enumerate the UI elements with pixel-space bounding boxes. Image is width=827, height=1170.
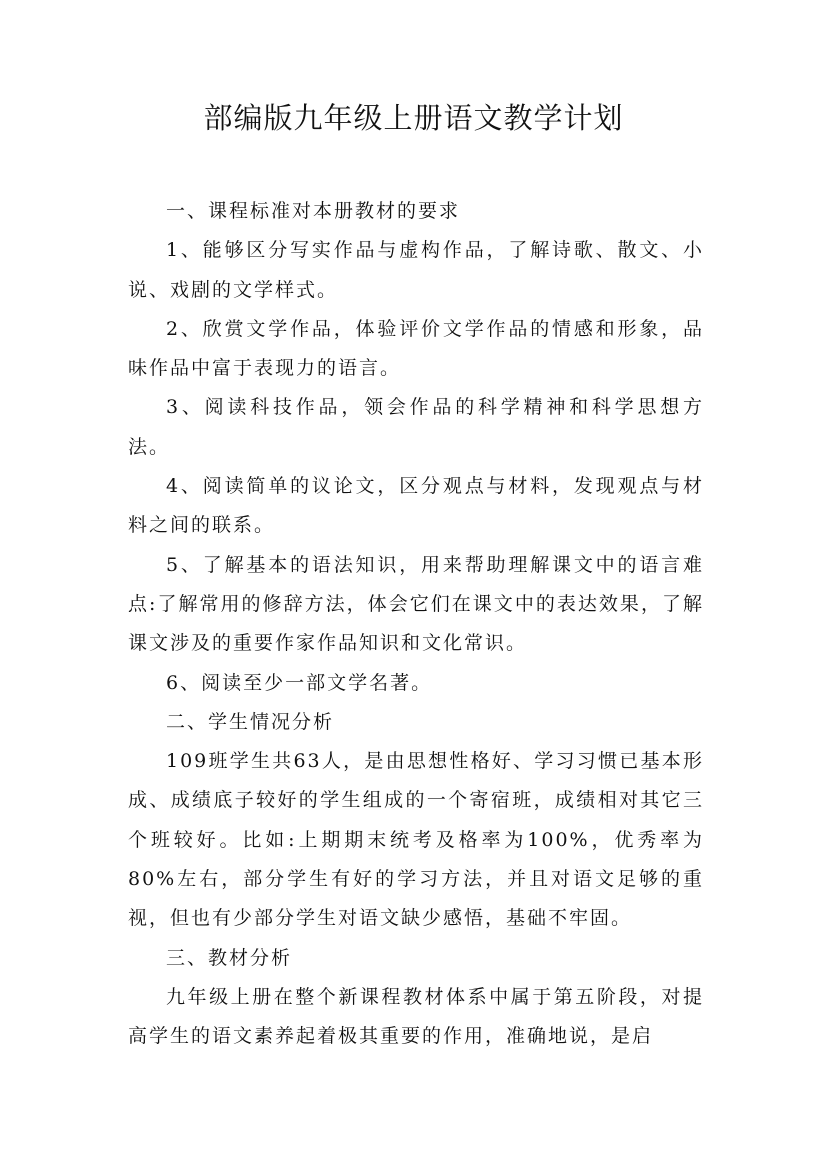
- requirement-item-1: 1、能够区分写实作品与虚构作品，了解诗歌、散文、小说、戏剧的文学样式。: [128, 239, 704, 301]
- section-heading-textbook: 三、教材分析: [166, 946, 293, 969]
- section-heading-students: 二、学生情况分析: [166, 710, 335, 733]
- textbook-analysis-paragraph: 九年级上册在整个新课程教材体系中属于第五阶段，对提高学生的语文素养起着极其重要的作用，准确地说，是启: [128, 985, 704, 1048]
- students-analysis-paragraph: 109班学生共63人，是由思想性格好、学习习惯已基本形成、成绩底子较好的学生组成的一个寄宿班，成绩相对其它三个班较好。比如:上期期末统考及格率为100%，优秀率为80%左右，部分学生有好的学习方法，并且对语文足够的重视，但也有少部分学生对语文缺少感悟，基础不牢固。: [128, 750, 704, 930]
- requirement-item-3: 3、阅读科技作品，领会作品的科学精神和科学思想方法。: [128, 396, 704, 458]
- section-heading-requirements: 一、课程标准对本册教材的要求: [166, 200, 461, 222]
- document-body: [128, 192, 704, 1057]
- requirement-item-2: 2、欣赏文学作品，体验评价文学作品的情感和形象，品味作品中富于表现力的语言。: [128, 317, 704, 380]
- requirement-item-4: 4、阅读简单的议论文，区分观点与材料，发现观点与材料之间的联系。: [128, 475, 704, 537]
- document-title: 部编版九年级上册语文教学计划: [203, 101, 624, 135]
- requirement-item-6: 6、阅读至少一部文学名著。: [166, 671, 433, 694]
- requirement-item-5: 5、了解基本的语法知识，用来帮助理解课文中的语言难点:了解常用的修辞方法，体会它们在课文中的表达效果，了解课文涉及的重要作家作品知识和文化常识。: [128, 553, 704, 655]
